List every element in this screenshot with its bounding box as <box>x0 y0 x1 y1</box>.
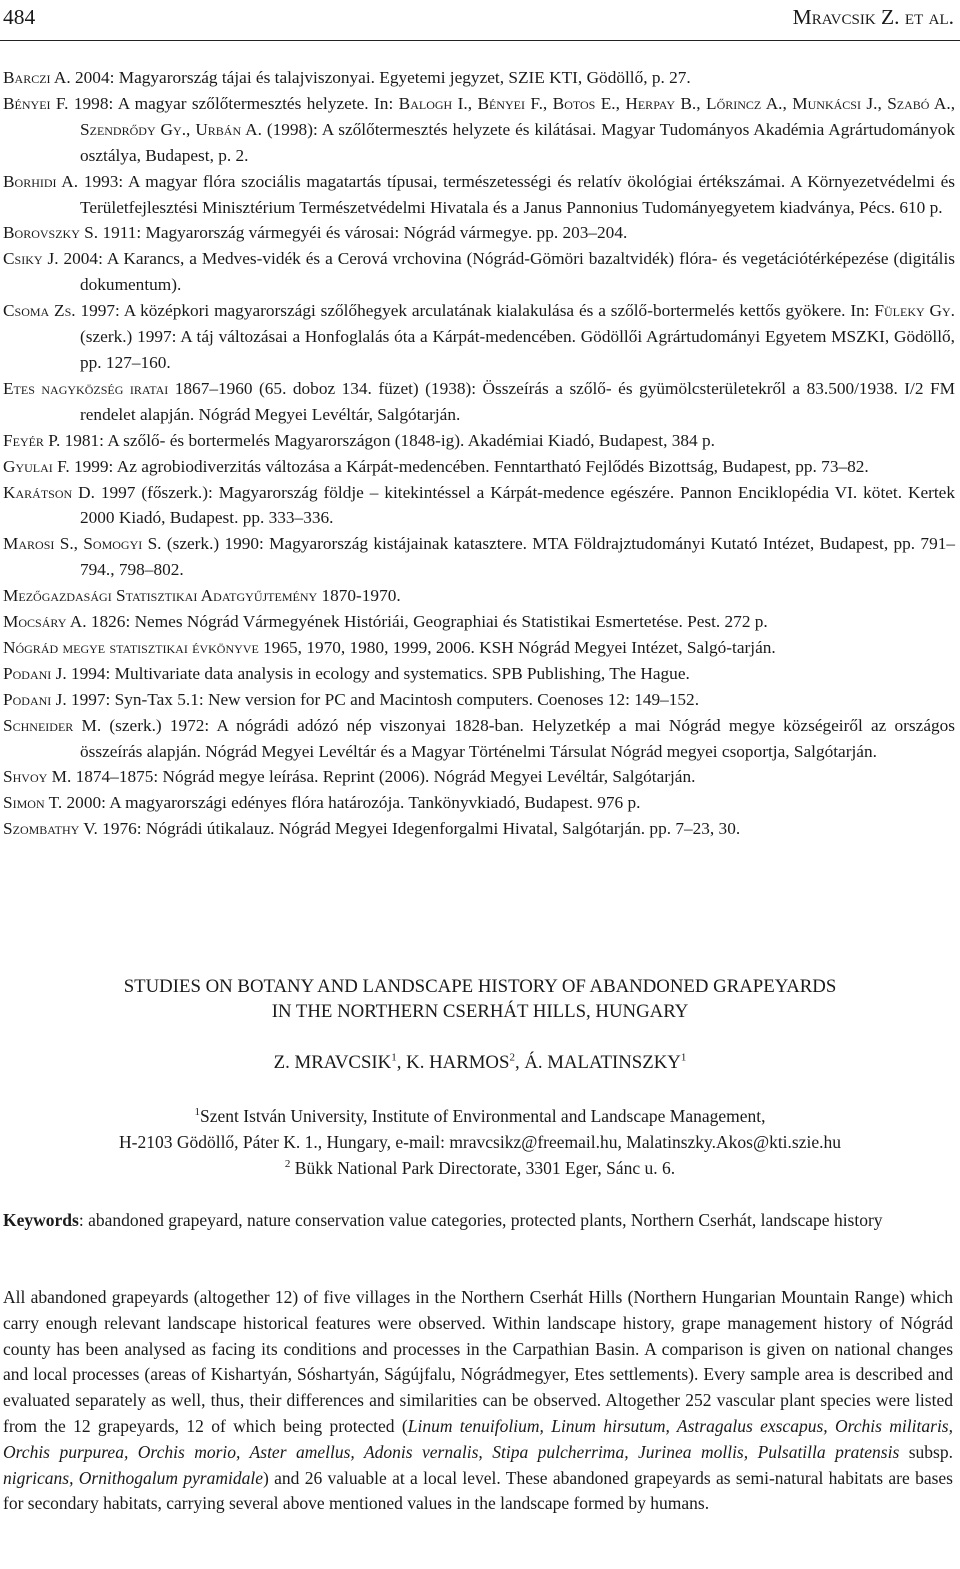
reference-entry <box>3 376 955 428</box>
reference-text: 1997 (főszerk.): Magyarország földje – kitekintéssel a Kárpát-medence egészére. Pannon Enciklopédia VI. kötet. Kertek 2000 Kiadó, Budapest. pp. 333–336. <box>80 482 955 528</box>
header-rule <box>0 40 960 41</box>
reference-text: 2004: A Karancs, a Medves-vidék és a Cerová vrchovina (Nógrád-Gömöri bazaltvidék) flóra- és vegetációtérképezése (digitális dokumentum). <box>58 249 955 295</box>
reference-editor: Somogyi S. <box>83 534 162 554</box>
reference-author: Gyulai F. <box>3 456 70 476</box>
reference-editor: Füleky Gy. <box>874 301 955 321</box>
reference-text: 1874–1875: Nógrád megye leírása. Reprint (2006). Nógrád Megyei Levéltár, Salgótarján. <box>71 767 696 787</box>
reference-author: Nógrád megye statisztikai évkönyve <box>3 637 259 657</box>
affiliation-2-line: Bükk National Park Directorate, 3301 Eger, Sánc u. 6. <box>290 1158 676 1178</box>
reference-entry <box>3 65 955 91</box>
paper-title <box>0 974 960 1024</box>
reference-entry <box>3 790 955 816</box>
reference-entry <box>3 661 955 687</box>
title-line-1: STUDIES ON BOTANY AND LANDSCAPE HISTORY OF ABANDONED GRAPEYARDS <box>123 976 837 997</box>
reference-entry <box>3 583 955 609</box>
reference-entry <box>3 428 955 454</box>
reference-author: Podani J. <box>3 689 67 709</box>
reference-entry <box>3 454 955 480</box>
page-header <box>3 2 954 32</box>
author-separator: , <box>396 1052 407 1073</box>
reference-text: 1867–1960 (65. doboz 134. füzet) (1938): Összeírás a szőlő- és gyümölcsterületekről a 83.500/1938. I/2 FM rendelet alapján. Nógrád Megyei Levéltár, Salgótarján. <box>80 378 955 424</box>
reference-editor: Herpay B. <box>625 93 697 113</box>
reference-author: Bényei F. <box>3 93 69 113</box>
abstract-part-2: ) and 26 valuable at a local level. These abandoned grapeyards as semi-natural habitats are bases for secondary habitats, carrying several above mentioned values in the landscape formed by humans. <box>3 1467 953 1514</box>
reference-text: , <box>73 534 84 554</box>
reference-entry <box>3 246 955 298</box>
affiliation-1-marker: 1 <box>194 1106 200 1119</box>
author-name: Á. MALATINSZKY <box>524 1052 681 1073</box>
reference-author: Feyér P. <box>3 430 61 450</box>
reference-entry <box>3 764 955 790</box>
reference-text-rest: (szerk.) 1997: A táj változásai a Honfoglalás óta a Kárpát-medencében. Gödöllői Agrártudományi Egyetem MSZKI, Gödöllő, pp. 127–160. <box>80 327 955 372</box>
reference-entry <box>3 816 955 842</box>
reference-author: Schneider M. <box>3 715 102 735</box>
reference-entry <box>3 480 955 532</box>
reference-entry <box>3 220 955 246</box>
affiliation-1-line-1: Szent István University, Institute of Environmental and Landscape Management, <box>199 1106 766 1126</box>
author-affiliation-marker: 1 <box>680 1051 687 1064</box>
reference-list <box>3 65 955 842</box>
reference-entry <box>3 609 955 635</box>
reference-text-rest: (1998): A szőlőtermesztés helyzete és kilátásai. Magyar Tudományos Akadémia Agrártudományok osztálya, Budapest, p. 2. <box>80 119 955 165</box>
reference-text: 1998: A magyar szőlőtermesztés helyzete. In: <box>68 93 399 113</box>
running-head: Mravcsik Z. et al. <box>792 5 954 29</box>
reference-text: 1994: Multivariate data analysis in ecology and systematics. SPB Publishing, The Hague. <box>66 663 690 683</box>
reference-text: 1997: Syn-Tax 5.1: New version for PC and Macintosh computers. Coenoses 12: 149–152. <box>66 689 700 709</box>
reference-author: Etes nagyközség iratai <box>3 378 169 398</box>
affiliation-1-address: H-2103 Gödöllő, Páter K. 1., Hungary, e-mail: mravcsikz@freemail.hu, Malatinszky.Akos@kti.szie.hu <box>118 1132 842 1152</box>
affiliation-2-marker: 2 <box>284 1158 291 1171</box>
reference-text: 1997: A középkori magyarországi szőlőhegyek arculatának kialakulása és a szőlő-bortermelés kettős gyökere. In: <box>75 301 875 321</box>
abstract-part-1: All abandoned grapeyards (altogether 12) of five villages in the Northern Cserhát Hills (Northern Hungarian Mountain Range) which carry enough relevant landscape historical features were observed. Within landscape history, grape management history of Nógrád county has been analysed as facing its conditions and processes in the Carpathian Basin. A comparison is given on national changes and local processes (areas of Kishartyán, Sóshartyán, Ságújfalu, Nógrádmegyer, Etes settlements). Every sample area is described and evaluated separately as well, thus, their differences and similarities can be observed. Altogether 252 vascular plant species were listed from the 12 grapeyards, 12 of which being protected ( <box>3 1287 953 1436</box>
reference-text: 1976: Nógrádi útikalauz. Nógrád Megyei Idegenforgalmi Hivatal, Salgótarján. pp. 7–23, 30. <box>97 819 741 839</box>
reference-editor: Bényei F. <box>477 93 543 113</box>
reference-separator: , <box>696 93 707 113</box>
reference-editor: Urbán A. <box>195 119 262 139</box>
reference-author: Mezőgazdasági Statisztikai Adatgyűjtemény <box>3 586 318 606</box>
subsp-label: subsp. <box>899 1441 953 1462</box>
reference-separator: , <box>186 119 196 139</box>
reference-text: (szerk.) 1972: A nógrádi adózó nép viszonyai 1828-ban. Helyzetkép a mai Nógrád megye községeiről az országos összeírás alapján. Nógrád Megyei Levéltár és a Magyar Történelmi Társulat Nógrád megyei csoportja, Salgótarján. <box>80 715 955 761</box>
reference-separator: , <box>782 93 793 113</box>
reference-text: 1965, 1970, 1980, 1999, 2006. KSH Nógrád Megyei Intézet, Salgó-tarján. <box>258 637 776 657</box>
reference-separator: , <box>615 93 626 113</box>
reference-entry <box>3 91 955 169</box>
reference-author: Csiky J. <box>3 249 59 269</box>
protected-species-list: Linum tenuifolium, Linum hirsutum, Astragalus exscapus, Orchis militaris, Orchis purpurea, Orchis morio, Aster amellus, Adonis vernalis, Stipa pulcherrima, Jurinea mollis, Pulsatilla pratensis <box>3 1415 953 1462</box>
reference-author: Mocsáry A. <box>3 612 87 632</box>
keywords-text: : abandoned grapeyard, nature conservation value categories, protected plants, Northern Cserhát, landscape history <box>78 1210 883 1230</box>
subspecies-list: nigricans, Ornithogalum pyramidale <box>3 1467 263 1488</box>
reference-separator: , <box>950 93 956 113</box>
reference-entry <box>3 713 955 765</box>
affiliations <box>0 1103 960 1181</box>
reference-separator: , <box>542 93 553 113</box>
abstract <box>3 1285 953 1517</box>
reference-text: 1870-1970. <box>317 586 401 606</box>
reference-text: 1911: Magyarország vármegyéi és városai: Nógrád vármegye. pp. 203–204. <box>98 223 628 243</box>
reference-author: Borovszky S. <box>3 223 99 243</box>
keywords <box>3 1207 953 1234</box>
reference-entry <box>3 298 955 376</box>
author-separator: , <box>514 1052 525 1073</box>
reference-editor: Szendrődy Gy. <box>80 119 187 139</box>
reference-author: Marosi S. <box>3 534 74 554</box>
author-name: Z. MRAVCSIK <box>273 1052 392 1073</box>
reference-text-rest: (szerk.) 1990: Magyarország kistájainak katasztere. MTA Földrajztudományi Kutató Intézet, Budapest, pp. 791–794., 798–802. <box>80 534 955 580</box>
reference-separator: , <box>877 93 888 113</box>
reference-author: Simon T. <box>3 793 63 813</box>
reference-editor: Botos E. <box>552 93 616 113</box>
reference-author: Borhidi A. <box>3 171 79 191</box>
reference-author: Podani J. <box>3 663 67 683</box>
author-affiliation-marker: 2 <box>509 1051 515 1064</box>
reference-text: 1826: Nemes Nógrád Vármegyének Históriái, Geographiai és Statistikai Esmertetése. Pest. 272 p. <box>86 612 768 632</box>
reference-entry <box>3 687 955 713</box>
reference-author: Shvoy M. <box>3 767 72 787</box>
title-line-2: IN THE NORTHERN CSERHÁT HILLS, HUNGARY <box>271 1001 689 1022</box>
reference-author: Karátson D. <box>3 482 95 502</box>
affiliation-1 <box>0 1103 960 1129</box>
reference-entry <box>3 635 955 661</box>
keywords-label: Keywords <box>3 1210 79 1230</box>
reference-editor: Szabó A. <box>887 93 951 113</box>
reference-text: 1999: Az agrobiodiverzitás változása a Kárpát-medencében. Fenntartható Fejlődés Bizottság, Budapest, pp. 73–82. <box>69 456 869 476</box>
author-affiliation-marker: 1 <box>391 1051 397 1064</box>
reference-entry <box>3 169 955 221</box>
reference-editor: Munkácsi J. <box>792 93 878 113</box>
reference-text: 1981: A szőlő- és bortermelés Magyarországon (1848-ig). Akadémiai Kiadó, Budapest, 384 p. <box>60 430 715 450</box>
reference-text: 2004: Magyarország tájai és talajviszonyai. Egyetemi jegyzet, SZIE KTI, Gödöllő, p. 27. <box>70 68 691 87</box>
reference-entry <box>3 531 955 583</box>
reference-author: Barczi A. <box>3 68 71 87</box>
author-line <box>0 1050 960 1076</box>
author-name: K. HARMOS <box>406 1052 510 1073</box>
reference-editor: Lőrincz A. <box>706 93 783 113</box>
reference-text: 1993: A magyar flóra szociális magatartás típusai, természetességi és relatív ökológiai értékszámai. A Környezetvédelmi és Területfejlesztési Minisztérium Természetvédelmi Hivatala és a Janus Pannonius Tudományegyetem kiadványa, Pécs. 610 p. <box>78 171 956 217</box>
affiliation-2 <box>0 1155 960 1181</box>
reference-editor: Balogh I. <box>398 93 468 113</box>
page-number: 484 <box>3 5 36 29</box>
reference-author: Szombathy V. <box>3 819 98 839</box>
reference-separator: , <box>467 93 478 113</box>
reference-author: Csoma Zs. <box>3 301 76 321</box>
reference-text: 2000: A magyarországi edényes flóra határozója. Tankönyvkiadó, Budapest. 976 p. <box>62 793 641 813</box>
